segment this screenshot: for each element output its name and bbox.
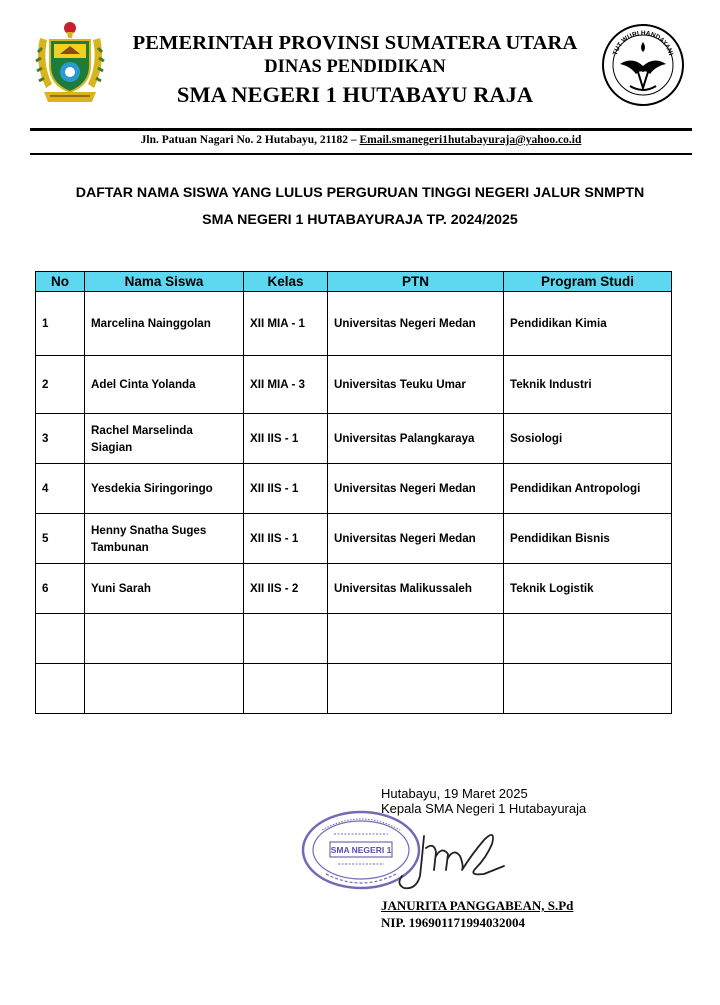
- letterhead: [110, 30, 600, 112]
- cell-kelas: XII IIS - 2: [244, 564, 328, 614]
- cell-no: [36, 664, 85, 714]
- cell-nama: Marcelina Nainggolan: [85, 292, 244, 356]
- cell-ptn: Universitas Negeri Medan: [328, 514, 504, 564]
- table-row: [36, 464, 672, 514]
- signature-position: Kepala SMA Negeri 1 Hutabayuraja: [381, 801, 587, 816]
- cell-ptn: Universitas Negeri Medan: [328, 464, 504, 514]
- cell-nama: [85, 614, 244, 664]
- cell-ptn: [328, 614, 504, 664]
- svg-text:SMA NEGERI 1: SMA NEGERI 1: [330, 845, 392, 855]
- table-row: [36, 614, 672, 664]
- letterhead-divider: [30, 128, 692, 131]
- cell-program: Pendidikan Antropologi: [504, 464, 672, 514]
- header-kelas: Kelas: [244, 272, 328, 292]
- table-row: [36, 292, 672, 356]
- cell-program: [504, 664, 672, 714]
- handwritten-signature-icon: [380, 818, 530, 898]
- header-no: No: [36, 272, 85, 292]
- cell-nama: [85, 664, 244, 714]
- letterhead-address: [30, 134, 692, 146]
- cell-kelas: XII IIS - 1: [244, 514, 328, 564]
- signature-place-date: Hutabayu, 19 Maret 2025: [381, 786, 528, 801]
- header-nama-siswa: Nama Siswa: [85, 272, 244, 292]
- table-row: [36, 664, 672, 714]
- cell-no: 6: [36, 564, 85, 614]
- header-ptn: PTN: [328, 272, 504, 292]
- cell-ptn: Universitas Teuku Umar: [328, 356, 504, 414]
- cell-no: 3: [36, 414, 85, 464]
- cell-kelas: XII IIS - 1: [244, 414, 328, 464]
- cell-kelas: XII MIA - 1: [244, 292, 328, 356]
- cell-kelas: [244, 614, 328, 664]
- table-row: [36, 564, 672, 614]
- cell-kelas: XII MIA - 3: [244, 356, 328, 414]
- table-header-row: [36, 272, 672, 292]
- cell-no: 1: [36, 292, 85, 356]
- header-program-studi: Program Studi: [504, 272, 672, 292]
- letterhead-government: PEMERINTAH PROVINSI SUMATERA UTARA: [132, 32, 578, 54]
- cell-nama: Rachel Marselinda Siagian: [85, 414, 244, 464]
- svg-text:TUT WURI HANDAYANI: TUT WURI HANDAYANI: [611, 29, 675, 57]
- cell-no: 4: [36, 464, 85, 514]
- cell-no: 5: [36, 514, 85, 564]
- table-row: [36, 514, 672, 564]
- cell-program: Pendidikan Bisnis: [504, 514, 672, 564]
- address-divider: [30, 153, 692, 155]
- document-title: [0, 180, 720, 234]
- provincial-emblem-icon: [32, 18, 108, 108]
- email-link[interactable]: Email.smanegeri1hutabayuraja@yahoo.co.id: [359, 134, 582, 146]
- signatory-nip: NIP. 196901171994032004: [381, 915, 525, 930]
- cell-no: [36, 614, 85, 664]
- title-line-1: DAFTAR NAMA SISWA YANG LULUS PERGURUAN TINGGI NEGERI JALUR SNMPTN: [75, 185, 645, 201]
- table-row: [36, 414, 672, 464]
- tut-wuri-handayani-icon: [600, 22, 686, 108]
- cell-program: [504, 614, 672, 664]
- cell-nama: Yuni Sarah: [85, 564, 244, 614]
- title-line-2: SMA NEGERI 1 HUTABAYURAJA TP. 2024/2025: [202, 212, 518, 228]
- cell-program: Sosiologi: [504, 414, 672, 464]
- cell-ptn: Universitas Palangkaraya: [328, 414, 504, 464]
- signatory-name: JANURITA PANGGABEAN, S.Pd: [381, 898, 574, 913]
- students-table: [35, 271, 672, 714]
- cell-ptn: [328, 664, 504, 714]
- cell-program: Teknik Logistik: [504, 564, 672, 614]
- cell-program: Pendidikan Kimia: [504, 292, 672, 356]
- cell-kelas: [244, 664, 328, 714]
- letterhead-department: DINAS PENDIDIKAN: [264, 57, 446, 77]
- address-text: Jln. Patuan Nagari No. 2 Hutabayu, 21182 –: [140, 134, 357, 146]
- cell-nama: Yesdekia Siringoringo: [85, 464, 244, 514]
- cell-nama: Adel Cinta Yolanda: [85, 356, 244, 414]
- cell-kelas: XII IIS - 1: [244, 464, 328, 514]
- cell-ptn: Universitas Negeri Medan: [328, 292, 504, 356]
- cell-nama: Henny Snatha Suges Tambunan: [85, 514, 244, 564]
- cell-program: Teknik Industri: [504, 356, 672, 414]
- letterhead-school: SMA NEGERI 1 HUTABAYU RAJA: [176, 82, 534, 107]
- cell-ptn: Universitas Malikussaleh: [328, 564, 504, 614]
- table-row: [36, 356, 672, 414]
- cell-no: 2: [36, 356, 85, 414]
